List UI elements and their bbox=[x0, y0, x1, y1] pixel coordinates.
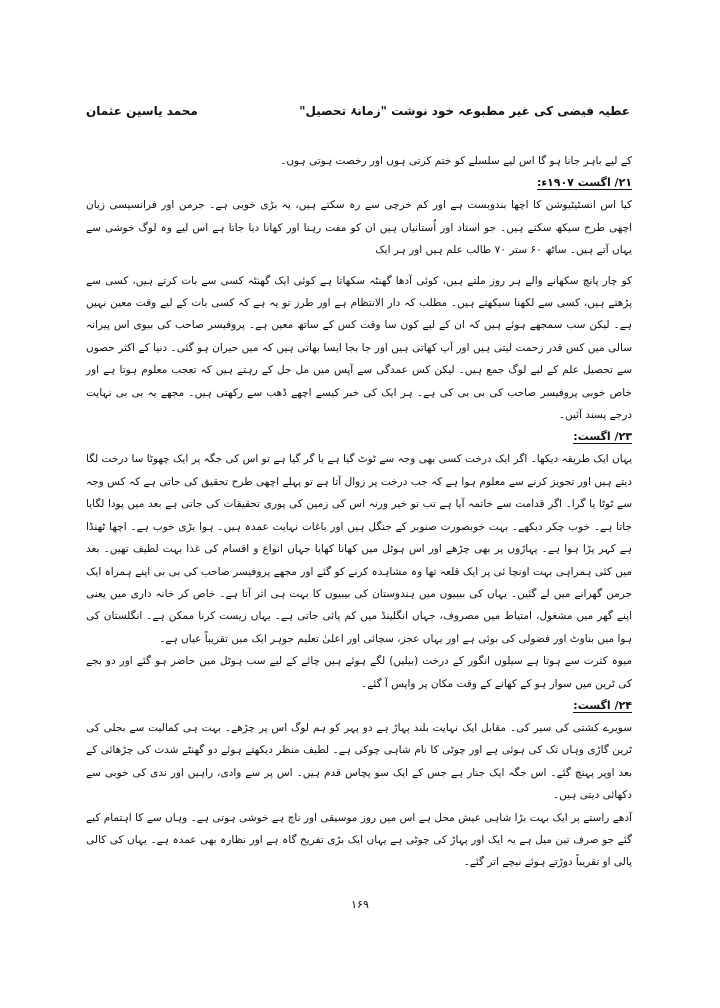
page-number: ۱۶۹ bbox=[351, 898, 369, 911]
paragraph: یہاں ایک طریقہ دیکھا۔ اگر ایک درخت کسی بھی وجہ سے ٹوٹ گیا ہے یا گر گیا ہے تو اس کی جگہ پر ایک چھوٹا سا درخت لگا دیتے ہیں اور تجویز کرنے سے معلوم ہوا ہے کہ جب درخت پر زوال آتا ہے تو پہلے اچھی طرح تحقیق کی جاتی ہے کہ کس وجہ سے ٹوٹا یا گرا۔ اگر قدامت سے خاتمہ آیا ہے تب تو خیر ورنہ اس کی زمین کی پوری تحقیقات کی جاتی ہے بعد میں پودا لگایا جاتا ہے۔ خوب چکر دیکھے۔ بہت خوبصورت صنوبر کے جنگل ہیں اور باغات نہایت عمدہ ہیں۔ ہوا بڑی خوب ہے۔ اچھا ٹھنڈا ہے کہر پڑا ہوا ہے۔ پہاڑوں پر بھی چڑھے اور اس ہوٹل میں کھانا کھایا جہاں انواع و اقسام کی غذا بہت لطیف تھیں۔ بعد میں کئی ہمراہی بہت اونچا ئی پر ایک قلعہ تھا وہ مشاہدہ کرنے کو گئے اور مجھے پروفیسر صاحب کی بی بی اپنے ہمراہ ایک جرمن گھرانے میں لے گئیں۔ یہاں کی بیبیوں میں ہندوستان کی بیبیوں کا بہت ہی اثر آتا ہے۔ خاص کر خانہ داری میں یعنی اپنے گھر میں مشغول، امتیاط میں مصروف، جہاں انگلینڈ میں کم پائی جاتی ہے۔ یہاں زیست کرنا ممکن ہے۔ انگلستان کی ہوا میں بناوٹ اور فضولی کی بوئی ہے اور یہاں عجز، سچائی اور اعلیٰ تعلیم جوہر ایک میں تقریباً عیاں ہے۔ bbox=[86, 453, 632, 645]
date-heading-text: ۲۳/ اگست: bbox=[573, 430, 632, 444]
body-text bbox=[86, 150, 632, 874]
date-heading bbox=[86, 426, 632, 448]
date-heading-text: ۲۱/ اگست ۱۹۰۷ء: bbox=[536, 176, 632, 190]
paragraph: میوہ کثرت سے ہوتا ہے سیلوں انگور کے درخت (بیلیں) لگے ہوئے ہیں چائے کے لیے سب ہوٹل میں حاضر ہو گئے اور دو بجے کی ٹرین میں سوار ہو کے کھانے کے وقت مکان پر واپس آ گئے۔ bbox=[86, 655, 632, 690]
running-title: عطیہ فیضی کی غیر مطبوعہ خود نوشت "زمانۂ تحصیل" bbox=[299, 104, 630, 118]
date-heading bbox=[86, 172, 632, 194]
date-heading bbox=[86, 695, 632, 717]
paragraph: کو چار پانچ سکھانے والے ہر روز ملتے ہیں، کوئی آدھا گھنٹہ سکھاتا ہے کوئی ایک گھنٹہ کسی سے بات کرتے ہیں، کسی سے پڑھتے ہیں، کسی سے لکھنا سیکھتے ہیں۔ مطلب کہ دار الانتظام ہے اور طرز تو یہ ہے کہ کسی بات کے لیے وقت معین نہیں ہے۔ لیکن سب سمجھے ہوئے ہیں کہ ان کے لیے کون سا وقت کس کے ساتھ معین ہے۔ پروفیسر صاحب کی بیوی اس پیرانہ سالی میں کس قدر زحمت لیتی ہیں اور آپ کھاتی ہیں اور جا بجا ایسا بھاتی ہیں کہ میں حیران ہو گئی۔ دنیا کے اکثر حصوں سے تحصیل علم کے لیے لوگ جمع ہیں۔ لیکن کس عمدگی سے آپس میں مل جل کے رہتے ہیں کہ تعجب معلوم ہوتا ہے اور خاص خوبی پروفیسر صاحب کی بی بی کی ہے۔ ہر ایک کی خبر کیسے اچھے ڈھب سے رکھتی ہیں۔ مجھے یہ بی بی نہایت درجے پسند آئیں۔ bbox=[86, 274, 632, 422]
paragraph-intro: کے لیے باہر جانا ہو گا اس لیے سلسلے کو ختم کرتی ہوں اور رخصت ہوتی ہوں۔ bbox=[280, 155, 632, 167]
running-header bbox=[86, 104, 630, 126]
running-author: محمد یاسین عثمان bbox=[86, 104, 198, 118]
paragraph: سویرے کشتی کی سیر کی۔ مقابل ایک نہایت بلند پہاڑ ہے دو پہر کو ہم لوگ اس پر چڑھے۔ بہت ہی کمالیت سے بجلی کی ٹرین گاڑی وہاں تک کی ہوئی ہے اور چوٹی کا نام شاہی چوکی ہے۔ لطیف منظر دیکھتے ہوئے دو گھنٹے شدت کی چڑھائی کے بعد اوپر پہنچ گئے۔ اس جگہ ایک جنار ہے جس کے ایک سو پچاس قدم ہیں۔ اس پر سے وادی، راہیں اور ندی کی خوبی سے دکھائی دیتی ہیں۔ bbox=[86, 721, 632, 802]
date-heading-text: ۲۴/ اگست: bbox=[573, 698, 632, 712]
paragraph: آدھے راستے پر ایک بہت بڑا شاہی عیش محل ہے اس میں روز موسیقی اور ناچ ہے خوشی ہوتی ہے۔ وہاں سے کا اہتمام کیے گئے جو صرف تین میل ہے یہ ایک اور پہاڑ کی چوٹی ہے یہاں ایک بڑی تفریح گاہ ہے اور نظارہ بھی عمدہ ہے۔ یہاں کی کالی پالی او تقریباً دوڑتے ہوئے نیچے اتر گئے۔ bbox=[86, 811, 632, 869]
paragraph: کیا اس انسٹیٹیوشن کا اچھا بندوبست ہے اور کم خرچی سے رہ سکتے ہیں، یہ بڑی خوبی ہے۔ جرمن اور فرانسیسی زبان اچھی طرح سیکھ سکتے ہیں۔ جو استاد اور اُستانیاں ہیں ان کو مفت رہنا اور کھانا دیا جاتا ہے اس لیے وہ لوگ خوشی سے یہاں آتے ہیں۔ ساٹھ ۶۰ ستر ۷۰ طالب علم ہیں اور ہر ایک bbox=[86, 199, 632, 257]
